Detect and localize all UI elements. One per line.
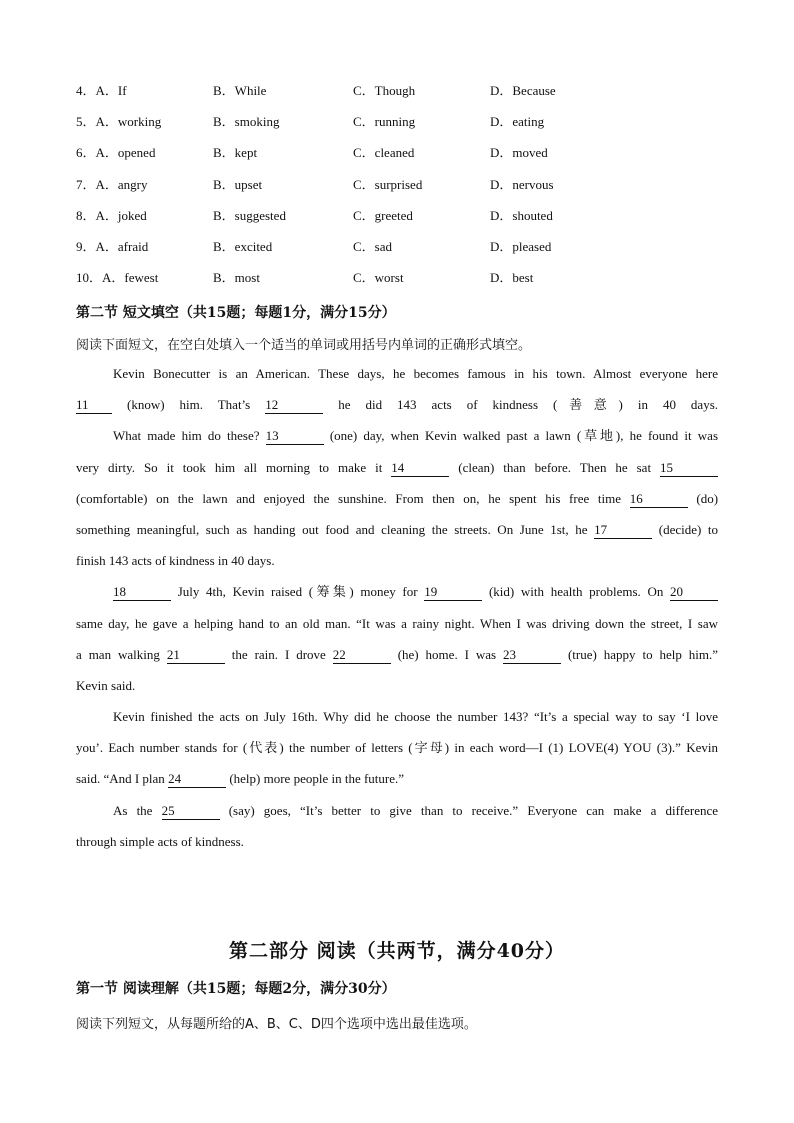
option-row-7: [76, 176, 736, 207]
option-c: C．worst: [353, 270, 404, 286]
option-a: A．working: [95, 114, 162, 130]
option-c: C．surprised: [353, 176, 423, 192]
text: very dirty. So it took him all morning to make it: [76, 459, 383, 475]
blank-11[interactable]: 11: [76, 397, 112, 414]
option-c: C．Though: [353, 83, 416, 98]
question-number: 8．: [76, 207, 96, 223]
blank-22[interactable]: 22: [333, 647, 391, 664]
passage: [76, 358, 718, 857]
option-a: A．afraid: [95, 238, 149, 254]
blank-25[interactable]: 25: [162, 803, 220, 820]
passage-line: [76, 358, 718, 389]
text: the rain. I drove: [231, 646, 326, 662]
question-number: 10．: [76, 270, 103, 286]
option-row-5: [76, 113, 736, 144]
text: Kevin said.: [76, 677, 136, 693]
text: (comfortable) on the lawn and enjoyed the sunshine. From then on, he spent his free time: [76, 490, 622, 506]
text: he did 143 acts of kindness (善意) in 40 days.: [338, 397, 719, 413]
option-a: A．joked: [95, 207, 147, 223]
question-number: 5．: [76, 114, 96, 130]
text: As the: [113, 802, 153, 818]
passage-line: [76, 763, 718, 794]
option-d: D．Because: [490, 83, 556, 98]
option-d: D．best: [490, 270, 534, 286]
text: (one) day, when Kevin walked past a lawn (草地), he found it was: [329, 428, 719, 444]
text: Kevin Bonecutter is an American. These days, he becomes famous in his town. Almost everyone here: [113, 366, 718, 381]
text: you’. Each number stands for (代表) the number of letters (字母) in each word—I (1) LOVE(4) YOU (3).” Kevin: [76, 740, 718, 756]
option-d: D．shouted: [490, 207, 553, 223]
passage-line: [76, 514, 718, 545]
blank-15[interactable]: 15: [660, 460, 718, 477]
text: (clean) than before. Then he sat: [458, 459, 652, 475]
text: (know) him. That’s: [126, 397, 251, 413]
option-c: C．cleaned: [353, 145, 415, 161]
option-c: C．sad: [353, 238, 393, 254]
passage-line: [76, 670, 718, 701]
option-b: B．excited: [213, 238, 273, 254]
blank-14[interactable]: 14: [391, 460, 449, 477]
text: (decide) to: [658, 521, 719, 537]
passage-line: [76, 483, 718, 514]
blank-12[interactable]: 12: [265, 397, 323, 414]
option-row-9: [76, 238, 736, 269]
question-number: 6．: [76, 145, 96, 161]
blank-16[interactable]: 16: [630, 491, 688, 508]
text: a man walking: [76, 646, 160, 662]
blank-17[interactable]: 17: [594, 522, 652, 539]
option-d: D．eating: [490, 114, 545, 130]
section-instruction: 阅读下列短文，从每题所给的A、B、C、D四个选项中选出最佳选项。: [76, 1017, 477, 1032]
option-a: A．fewest: [102, 270, 159, 286]
option-a: A．angry: [95, 176, 148, 192]
text: (help) more people in the future.”: [229, 771, 405, 787]
question-number: 4．: [76, 83, 96, 98]
passage-line: [76, 545, 718, 576]
option-a: A．If: [95, 83, 127, 98]
text: July 4th, Kevin raised (筹集) money for: [177, 584, 418, 600]
text: said. “And I plan: [76, 771, 165, 787]
option-row-6: [76, 144, 736, 175]
text: (kid) with health problems. On: [488, 584, 664, 600]
text: (say) goes, “It’s better to give than to receive.” Everyone can make a difference: [228, 802, 718, 818]
blank-24[interactable]: 24: [168, 771, 226, 788]
blank-13[interactable]: 13: [266, 428, 324, 445]
text: through simple acts of kindness.: [76, 833, 244, 849]
passage-line: [76, 452, 718, 483]
option-b: B．suggested: [213, 207, 286, 223]
passage-line: [76, 576, 718, 607]
cloze-options: [76, 82, 736, 300]
option-d: D．moved: [490, 145, 548, 161]
text: finish 143 acts of kindness in 40 days.: [76, 553, 275, 569]
option-row-4: [76, 82, 736, 113]
passage-line: [76, 639, 718, 670]
text: (do): [696, 490, 719, 506]
passage-line: [76, 608, 718, 639]
option-c: C．greeted: [353, 207, 413, 223]
option-b: B．upset: [213, 176, 263, 192]
blank-19[interactable]: 19: [424, 584, 482, 601]
text: same day, he gave a helping hand to an old man. “It was a rainy night. When I was driving down the street, I saw: [76, 615, 718, 631]
section-instruction: 阅读下面短文，在空白处填入一个适当的单词或用括号内单词的正确形式填空。: [76, 338, 532, 353]
blank-18[interactable]: 18: [113, 584, 171, 601]
text: What made him do these?: [113, 428, 260, 444]
part-title: 第二部分 阅读（共两节，满分40分）: [228, 940, 566, 962]
question-number: 9．: [76, 238, 96, 254]
option-d: D．nervous: [490, 176, 554, 192]
option-b: B．most: [213, 270, 260, 286]
blank-20[interactable]: 20: [670, 584, 718, 601]
text: (he) home. I was: [397, 646, 497, 662]
passage-line: [76, 826, 718, 857]
option-d: D．pleased: [490, 238, 552, 254]
passage-line: [76, 701, 718, 732]
passage-line: [76, 795, 718, 826]
option-b: B．kept: [213, 145, 258, 161]
option-row-10: [76, 269, 736, 300]
option-a: A．opened: [95, 145, 156, 161]
section-heading: 第一节 阅读理解（共15题；每题2分，满分30分）: [76, 981, 396, 997]
section-heading: 第二节 短文填空（共15题；每题1分，满分15分）: [76, 305, 396, 321]
option-b: B．smoking: [213, 114, 280, 130]
option-b: B．While: [213, 83, 267, 98]
question-number: 7．: [76, 176, 96, 192]
text: something meaningful, such as handing out food and cleaning the streets. On June 1st, he: [76, 521, 588, 537]
option-row-8: [76, 207, 736, 238]
passage-line: [76, 732, 718, 763]
passage-line: [76, 420, 718, 451]
text: Kevin finished the acts on July 16th. Why did he choose the number 143? “It’s a special way to say ‘I love: [113, 709, 718, 725]
passage-line: [76, 389, 718, 420]
blank-23[interactable]: 23: [503, 647, 561, 664]
blank-21[interactable]: 21: [167, 647, 225, 664]
text: (true) happy to help him.”: [567, 646, 719, 662]
option-c: C．running: [353, 114, 416, 130]
